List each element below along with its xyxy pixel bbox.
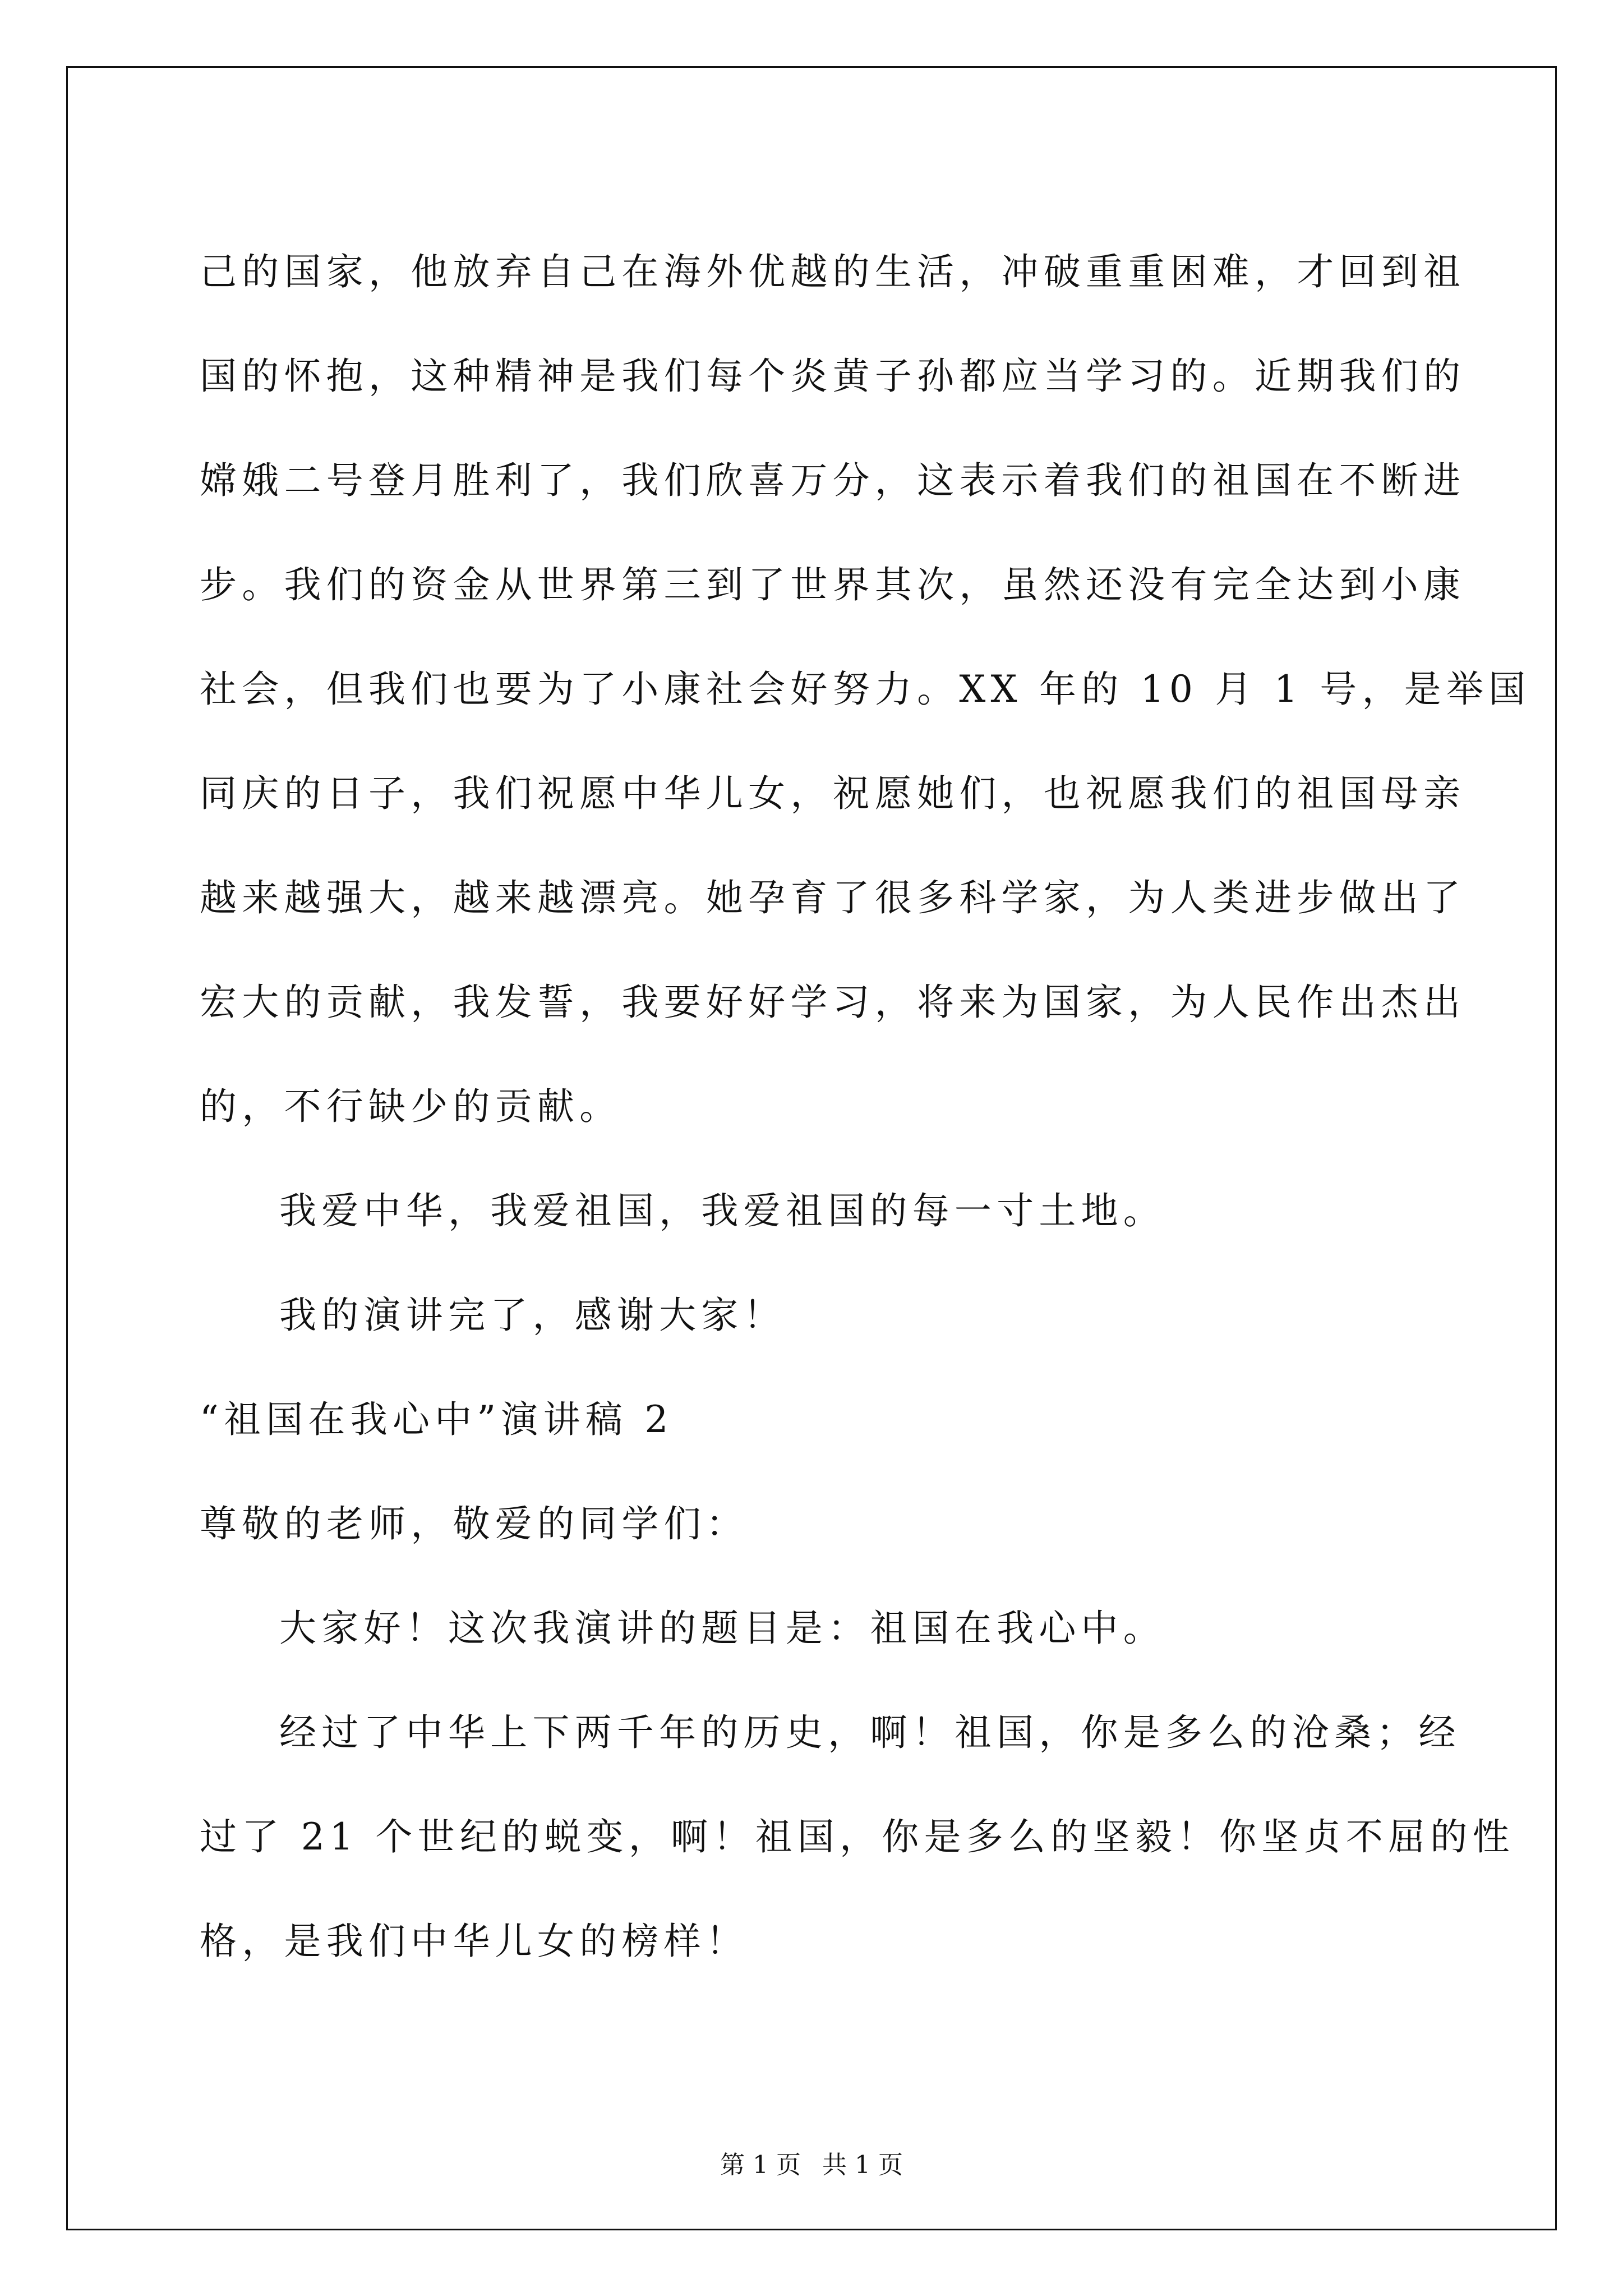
text-line: 嫦娥二号登月胜利了，我们欣喜万分，这表示着我们的祖国在不断进 xyxy=(200,459,1466,502)
salutation: 尊敬的老师，敬爱的同学们： xyxy=(200,1502,749,1545)
text-line: 社会，但我们也要为了小康社会好努力。XX 年的 10 月 1 号，是举国 xyxy=(200,668,1531,711)
text-line: 越来越强大，越来越漂亮。她孕育了很多科学家，为人类进步做出了 xyxy=(200,876,1466,919)
page-total: 共 1 页 xyxy=(822,2151,903,2179)
text-line: 己的国家，他放弃自己在海外优越的生活，冲破重重困难，才回到祖 xyxy=(200,250,1466,293)
text-line: 步。我们的资金从世界第三到了世界其次，虽然还没有完全达到小康 xyxy=(200,563,1466,606)
text-line: 格，是我们中华儿女的榜样！ xyxy=(200,1920,749,1963)
text-line: 大家好！这次我演讲的题目是：祖国在我心中。 xyxy=(279,1607,1166,1650)
text-line: 国的怀抱，这种精神是我们每个炎黄子孙都应当学习的。近期我们的 xyxy=(200,355,1466,398)
page-number: 第 1 页 xyxy=(720,2151,801,2179)
text-line: 的，不行缺少的贡献。 xyxy=(200,1085,622,1128)
text-line: 同庆的日子，我们祝愿中华儿女，祝愿她们，也祝愿我们的祖国母亲 xyxy=(200,772,1466,815)
text-line: 宏大的贡献，我发誓，我要好好学习，将来为国家，为人民作出杰出 xyxy=(200,981,1466,1024)
document-body xyxy=(200,220,1531,1994)
section-heading: “祖国在我心中”演讲稿 2 xyxy=(200,1398,674,1441)
text-line: 我的演讲完了，感谢大家！ xyxy=(279,1294,786,1337)
text-line: 我爱中华，我爱祖国，我爱祖国的每一寸土地。 xyxy=(279,1189,1166,1232)
text-line: 过了 21 个世纪的蜕变，啊！祖国，你是多么的坚毅！你坚贞不屈的性 xyxy=(200,1815,1515,1858)
text-line: 经过了中华上下两千年的历史，啊！祖国，你是多么的沧桑；经 xyxy=(279,1711,1461,1754)
page-footer xyxy=(0,2148,1623,2182)
